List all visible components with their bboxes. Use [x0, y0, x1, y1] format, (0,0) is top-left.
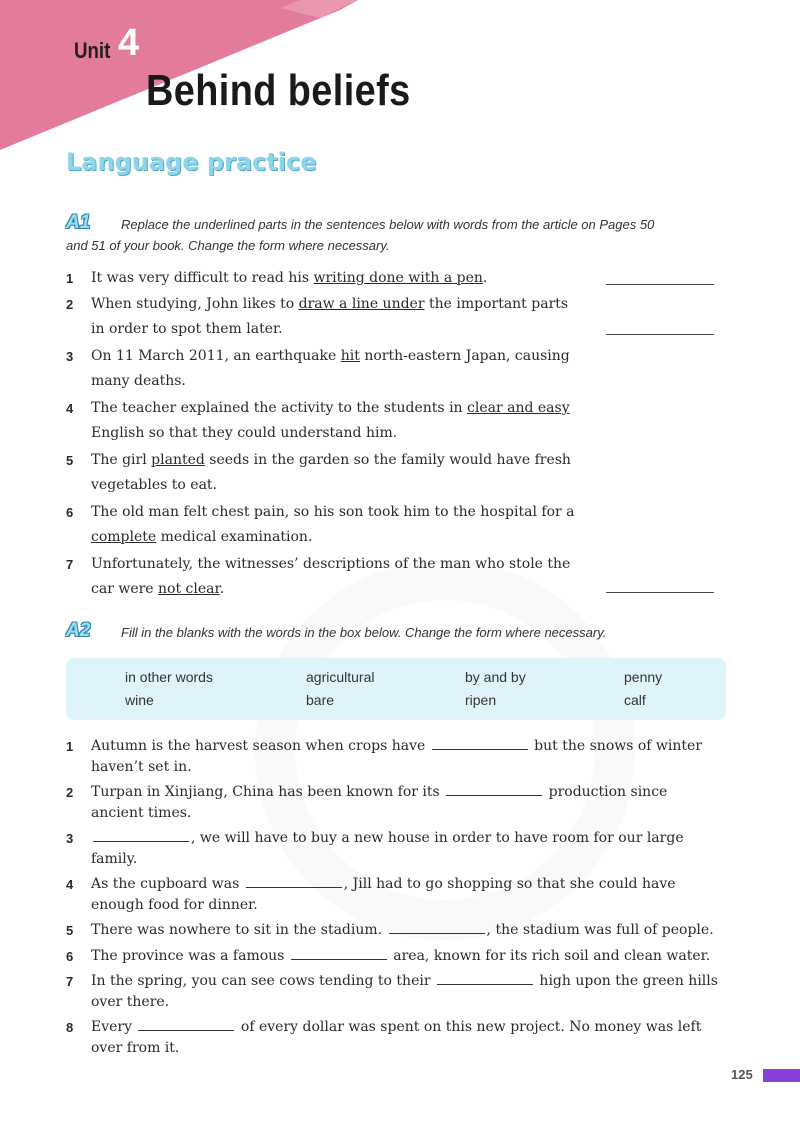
sentence-text: Turpan in Xinjiang, China has been known for its — [91, 784, 445, 800]
a2-item-line2: enough food for dinner. — [91, 897, 258, 913]
unit-label: Unit — [74, 38, 111, 63]
sentence-text: The teacher explained the activity to the students in — [91, 400, 468, 416]
sentence-text: vegetables to eat. — [91, 477, 217, 493]
a1-answer-line-7[interactable] — [606, 592, 714, 593]
a2-item-line1 — [91, 828, 684, 849]
underlined-phrase: writing done with a pen — [313, 270, 483, 286]
a2-item-line2: over from it. — [91, 1040, 180, 1056]
a1-item-number: 5 — [66, 453, 74, 468]
sentence-text: On 11 March 2011, an earthquake — [91, 348, 341, 364]
a2-item-line2: haven’t set in. — [91, 759, 192, 775]
a2-item-line1 — [91, 920, 714, 941]
a1-item-text — [91, 473, 217, 498]
a2-item-line1 — [91, 874, 676, 895]
sentence-text: high upon the green hills — [534, 973, 718, 989]
sentence-text: , we will have to buy a new house in order to have room for our large — [191, 830, 684, 846]
word-by-and-by: by and by — [465, 669, 526, 685]
a2-item-line1 — [91, 971, 718, 992]
unit-number: 4 — [118, 22, 140, 64]
a1-item-number: 1 — [66, 271, 74, 286]
sentence-text: The old man felt chest pain, so his son took him to the hospital for a — [91, 504, 575, 520]
sentence-text: north-eastern Japan, causing — [359, 348, 570, 364]
a2-item-number: 1 — [66, 739, 74, 754]
sentence-text: It was very difficult to read his — [91, 270, 314, 286]
fill-in-blank[interactable] — [432, 737, 528, 750]
fill-in-blank[interactable] — [437, 972, 533, 985]
a1-badge: A1 — [66, 212, 91, 233]
sentence-text: . — [482, 270, 488, 286]
a1-item-number: 6 — [66, 505, 74, 520]
a1-item-text — [91, 552, 570, 577]
a1-item-text — [91, 421, 397, 446]
sentence-text: production since — [544, 784, 668, 800]
sentence-text: . — [219, 581, 225, 597]
a2-item-line1 — [91, 782, 667, 803]
fill-in-blank[interactable] — [246, 875, 342, 888]
a2-item-line2: ancient times. — [91, 805, 192, 821]
a2-item-number: 4 — [66, 877, 74, 892]
a1-item-text — [91, 266, 487, 291]
a2-item-line1 — [91, 736, 702, 757]
a1-item-text — [91, 317, 283, 342]
a2-item-number: 8 — [66, 1020, 74, 1035]
a1-item-number: 4 — [66, 401, 74, 416]
fill-in-blank[interactable] — [389, 921, 485, 934]
sentence-text: There was nowhere to sit in the stadium. — [91, 922, 387, 938]
a2-item-number: 7 — [66, 974, 74, 989]
a1-item-number: 2 — [66, 297, 74, 312]
a1-item-text — [91, 292, 568, 317]
sentence-text: As the cupboard was — [91, 876, 244, 892]
word-wine: wine — [125, 692, 154, 708]
sentence-text: of every dollar was spent on this new project. No money was left — [236, 1019, 702, 1035]
sentence-text: Unfortunately, the witnesses’ descriptions of the man who stole the — [91, 556, 571, 572]
a1-item-text — [91, 577, 224, 602]
a1-answer-line-1[interactable] — [606, 284, 714, 285]
a1-instruction-line1: Replace the underlined parts in the sentences below with words from the article on Pages 50 — [121, 217, 655, 232]
a1-item-text — [91, 369, 186, 394]
word-bare: bare — [306, 692, 335, 708]
sentence-text: The girl — [91, 452, 152, 468]
word-agricultural: agricultural — [306, 669, 375, 685]
sentence-text: , Jill had to go shopping so that she could have — [343, 876, 676, 892]
a2-item-number: 2 — [66, 785, 74, 800]
a2-item-line2: family. — [91, 851, 138, 867]
sentence-text: the important parts — [424, 296, 569, 312]
sentence-text: Autumn is the harvest season when crops have — [91, 738, 430, 754]
sentence-text: car were — [91, 581, 159, 597]
word-penny: penny — [624, 669, 663, 685]
a1-item-text — [91, 344, 570, 369]
fill-in-blank[interactable] — [93, 829, 189, 842]
a1-item-text — [91, 448, 571, 473]
a1-item-text — [91, 500, 575, 525]
sentence-text: In the spring, you can see cows tending to their — [91, 973, 435, 989]
fill-in-blank[interactable] — [291, 947, 387, 960]
sentence-text: medical examination. — [156, 529, 313, 545]
a2-item-number: 6 — [66, 949, 74, 964]
underlined-phrase: draw a line under — [298, 296, 425, 312]
underlined-phrase: clear and easy — [467, 400, 570, 416]
sentence-text: but the snows of winter — [529, 738, 703, 754]
underlined-phrase: complete — [91, 529, 157, 545]
a2-item-line2: over there. — [91, 994, 170, 1010]
a2-badge: A2 — [66, 620, 91, 641]
sentence-text: Every — [91, 1019, 137, 1035]
a1-item-text — [91, 396, 570, 421]
a1-answer-line-2[interactable] — [606, 334, 714, 335]
a1-item-text — [91, 525, 312, 550]
underlined-phrase: planted — [151, 452, 205, 468]
word-calf: calf — [624, 692, 646, 708]
sentence-text: in order to spot them later. — [91, 321, 283, 337]
a1-instruction-line2: and 51 of your book. Change the form where necessary. — [66, 238, 390, 253]
a2-item-number: 3 — [66, 831, 74, 846]
sentence-text: , the stadium was full of people. — [486, 922, 714, 938]
word-box — [66, 658, 726, 720]
unit-title: Behind beliefs — [146, 66, 411, 115]
sentence-text: seeds in the garden so the family would have fresh — [204, 452, 571, 468]
fill-in-blank[interactable] — [446, 783, 542, 796]
sentence-text: English so that they could understand him. — [91, 425, 398, 441]
page-accent-bar — [763, 1069, 800, 1082]
a2-item-line1 — [91, 1017, 701, 1038]
underlined-phrase: hit — [340, 348, 360, 364]
word-in-other-words: in other words — [125, 669, 213, 685]
fill-in-blank[interactable] — [138, 1018, 234, 1031]
sentence-text: many deaths. — [91, 373, 186, 389]
a1-item-number: 3 — [66, 349, 74, 364]
sentence-text: When studying, John likes to — [91, 296, 299, 312]
a1-item-number: 7 — [66, 557, 74, 572]
a2-instruction: Fill in the blanks with the words in the box below. Change the form where necessary. — [121, 625, 607, 640]
page-number: 125 — [731, 1067, 753, 1082]
word-ripen: ripen — [465, 692, 497, 708]
underlined-phrase: not clear — [158, 581, 220, 597]
sentence-text: area, known for its rich soil and clean water. — [388, 948, 711, 964]
a2-item-line1 — [91, 946, 710, 967]
sentence-text: The province was a famous — [91, 948, 289, 964]
a2-item-number: 5 — [66, 923, 74, 938]
section-title: Language practice — [66, 148, 317, 176]
